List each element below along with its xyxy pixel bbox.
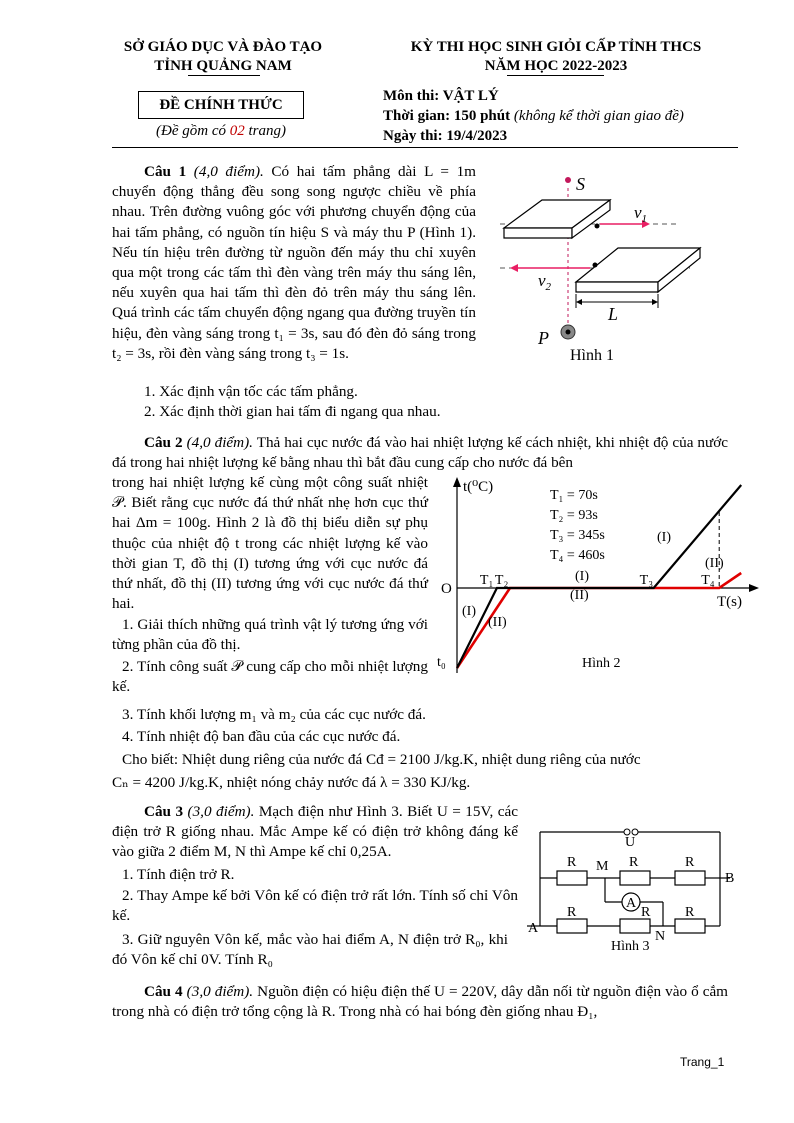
x-axis-label: T(s) — [717, 594, 742, 610]
tick-T3: T₃ — [639, 573, 654, 588]
page-number: Trang_1 — [680, 1055, 725, 1069]
q2-item-1: 1. Giải thích những quá trình vật lý tương ứng với từng phần của đồ thị. — [112, 616, 428, 654]
t0-label: t₀ — [437, 655, 446, 670]
official-badge: ĐỀ CHÍNH THỨC — [138, 91, 304, 119]
q4-text: Câu 4 (3,0 điểm). Nguồn điện có hiệu điện thế U = 220V, dây dẫn nối từ nguồn điện vào ổ cắm trong nhà có điện trở tổng cộng là R. Trong nhà có hai bóng đèn giống nhau Đ₁, — [112, 983, 728, 1021]
label-II-mid: (II) — [570, 588, 589, 603]
label-S: S — [576, 174, 585, 194]
department-underline — [188, 75, 260, 76]
exam-info — [383, 86, 763, 146]
label-L: L — [608, 304, 619, 324]
legend-item: T₂ = 93s — [550, 508, 598, 523]
svg-text:R: R — [685, 905, 695, 920]
q2-item-4: 4. Tính nhiệt độ ban đầu của các cục nước đá. — [122, 728, 401, 745]
svg-text:v1: $v_1$ — [634, 203, 648, 225]
label-II-low: (II) — [488, 615, 507, 630]
label-A: A — [528, 921, 539, 936]
figure-2-chart — [435, 475, 760, 680]
exam-name: KỲ THI HỌC SINH GIỎI CẤP TỈNH THCS NĂM HỌC 2022-2023 — [410, 39, 702, 74]
source-dot — [565, 177, 571, 183]
exam-underline — [507, 75, 604, 76]
svg-text:R: R — [567, 905, 577, 920]
figure-3-caption: Hình 3 — [611, 939, 650, 954]
legend-item: T₄ = 460s — [550, 548, 605, 563]
label-N: N — [655, 929, 666, 944]
label-M: M — [596, 859, 609, 874]
q1-item-1: 1. Xác định vận tốc các tấm phẳng. — [144, 383, 358, 400]
figure-2-caption: Hình 2 — [582, 656, 621, 671]
figure-3-circuit — [525, 820, 740, 955]
q2-given-2: Cₙ = 4200 J/kg.K, nhiệt nóng chảy nước đá λ = 330 KJ/kg. — [112, 774, 471, 791]
legend-item: T₁ = 70s — [550, 488, 598, 503]
label-I-mid: (I) — [575, 569, 589, 584]
legend-item: T₃ = 345s — [550, 528, 605, 543]
label-P: P — [538, 328, 549, 348]
tick-T2: T₂ — [494, 573, 509, 588]
y-axis-label: t(⁰C) — [463, 479, 494, 495]
department-name: SỞ GIÁO DỤC VÀ ĐÀO TẠO TỈNH QUẢNG NAM — [123, 39, 323, 74]
label-II-upper: (II) — [705, 556, 724, 571]
x-axis-arrow — [749, 584, 759, 592]
figure-1-caption: Hình 1 — [570, 347, 614, 364]
plate-1 — [504, 200, 610, 238]
q1-text: Câu 1 (4,0 điểm). Có hai tấm phẳng dài L = 1m chuyển động thẳng đều song song ngược chiều về phía nhau. Trên đường vuông góc với phương chuyển động của hai tấm phẳng, có nguồn tín hiệu S và máy thu P (Hình 1). Nếu tín hiệu trên đường từ nguồn đến máy thu chỉ xuyên qua một trong các tấm thì đèn vàng trên máy thu sáng lên, nếu xuyên qua hai tấm thì đèn đỏ trên máy thu sáng lên. Quá trình các tấm chuyển động ngang qua đường truyền tín hiệu, đèn vàng sáng trong t₁ = 3s, sau đó đèn đỏ sáng trong t₂ = 3s, rồi đèn vàng sáng trong t₃ = 1s. — [112, 163, 476, 362]
date-line: Ngày thi: 19/4/2023 — [383, 128, 508, 144]
svg-text:v2: $v_2$ — [538, 271, 552, 293]
tick-T1: T₁ — [479, 573, 494, 588]
label-B: B — [725, 871, 735, 886]
tick-T4: T₄ — [701, 573, 715, 588]
svg-text:R: R — [685, 855, 695, 870]
q2-intro-side: trong hai nhiệt lượng kế cùng một công suất nhiệt 𝒫. Biết rằng cục nước đá thứ nhất nhẹ hơn cục thứ hai Δm = 100g. Hình 2 là đồ thị biểu diễn sự phụ thuộc của nhiệt độ t trong các nhiệt lượng kế vào thời gian T, đồ thị (I) tương ứng với cục nước đá thứ nhất, đồ thị (II) tương ứng với cục nước đá thứ hai. — [112, 474, 428, 613]
q3-item-1: 1. Tính điện trở R. — [122, 866, 235, 883]
figure-1 — [490, 168, 710, 368]
y-axis-arrow — [453, 477, 461, 487]
q3-item-3: 3. Giữ nguyên Vôn kế, mắc vào hai điểm A, N điện trở R₀, khi đó Vôn kế chỉ 0V. Tính R₀ — [112, 931, 508, 969]
q2-item-3: 3. Tính khối lượng m₁ và m₂ của các cục nước đá. — [122, 706, 426, 723]
origin-label: O — [441, 581, 452, 597]
svg-text:A: A — [626, 896, 637, 911]
time-line: Thời gian: 150 phút (không kể thời gian giao đề) — [383, 108, 684, 124]
q1-item-2: 2. Xác định thời gian hai tấm đi ngang qua nhau. — [144, 403, 441, 420]
q2-given-1: Cho biết: Nhiệt dung riêng của nước đá Cđ = 2100 J/kg.K, nhiệt dung riêng của nước — [122, 751, 641, 768]
q2-item-2: 2. Tính công suất 𝒫 cung cấp cho mỗi nhiệt lượng kế. — [112, 658, 428, 696]
svg-text:R: R — [629, 855, 639, 870]
header-divider — [112, 147, 738, 148]
svg-text:R: R — [567, 855, 577, 870]
svg-text:R: R — [641, 905, 651, 920]
label-I-low: (I) — [462, 604, 476, 619]
q2-intro-top: Câu 2 (4,0 điểm). Thả hai cục nước đá vào hai nhiệt lượng kế cách nhiệt, khi nhiệt độ của nước đá trong hai nhiệt lượng kế bằng nhau thì bắt đầu cung cấp cho nước đá bên — [112, 434, 729, 472]
plate-2 — [576, 248, 700, 292]
pages-note: (Đề gồm có 02 trang) — [156, 123, 286, 139]
label-U: U — [625, 835, 636, 850]
q3-text: Câu 3 (3,0 điểm). Mạch điện như Hình 3. Biết U = 15V, các điện trở R giống nhau. Mắc Ampe kế có điện trở không đáng kể vào giữa 2 điểm M, N thì Ampe kế chỉ 0,25A. — [112, 803, 518, 861]
q3-item-2: 2. Thay Ampe kế bởi Vôn kế có điện trở rất lớn. Tính số chỉ Vôn kế. — [112, 887, 518, 925]
label-I-upper: (I) — [657, 530, 671, 545]
subject-line: Môn thi: VẬT LÝ — [383, 88, 499, 104]
